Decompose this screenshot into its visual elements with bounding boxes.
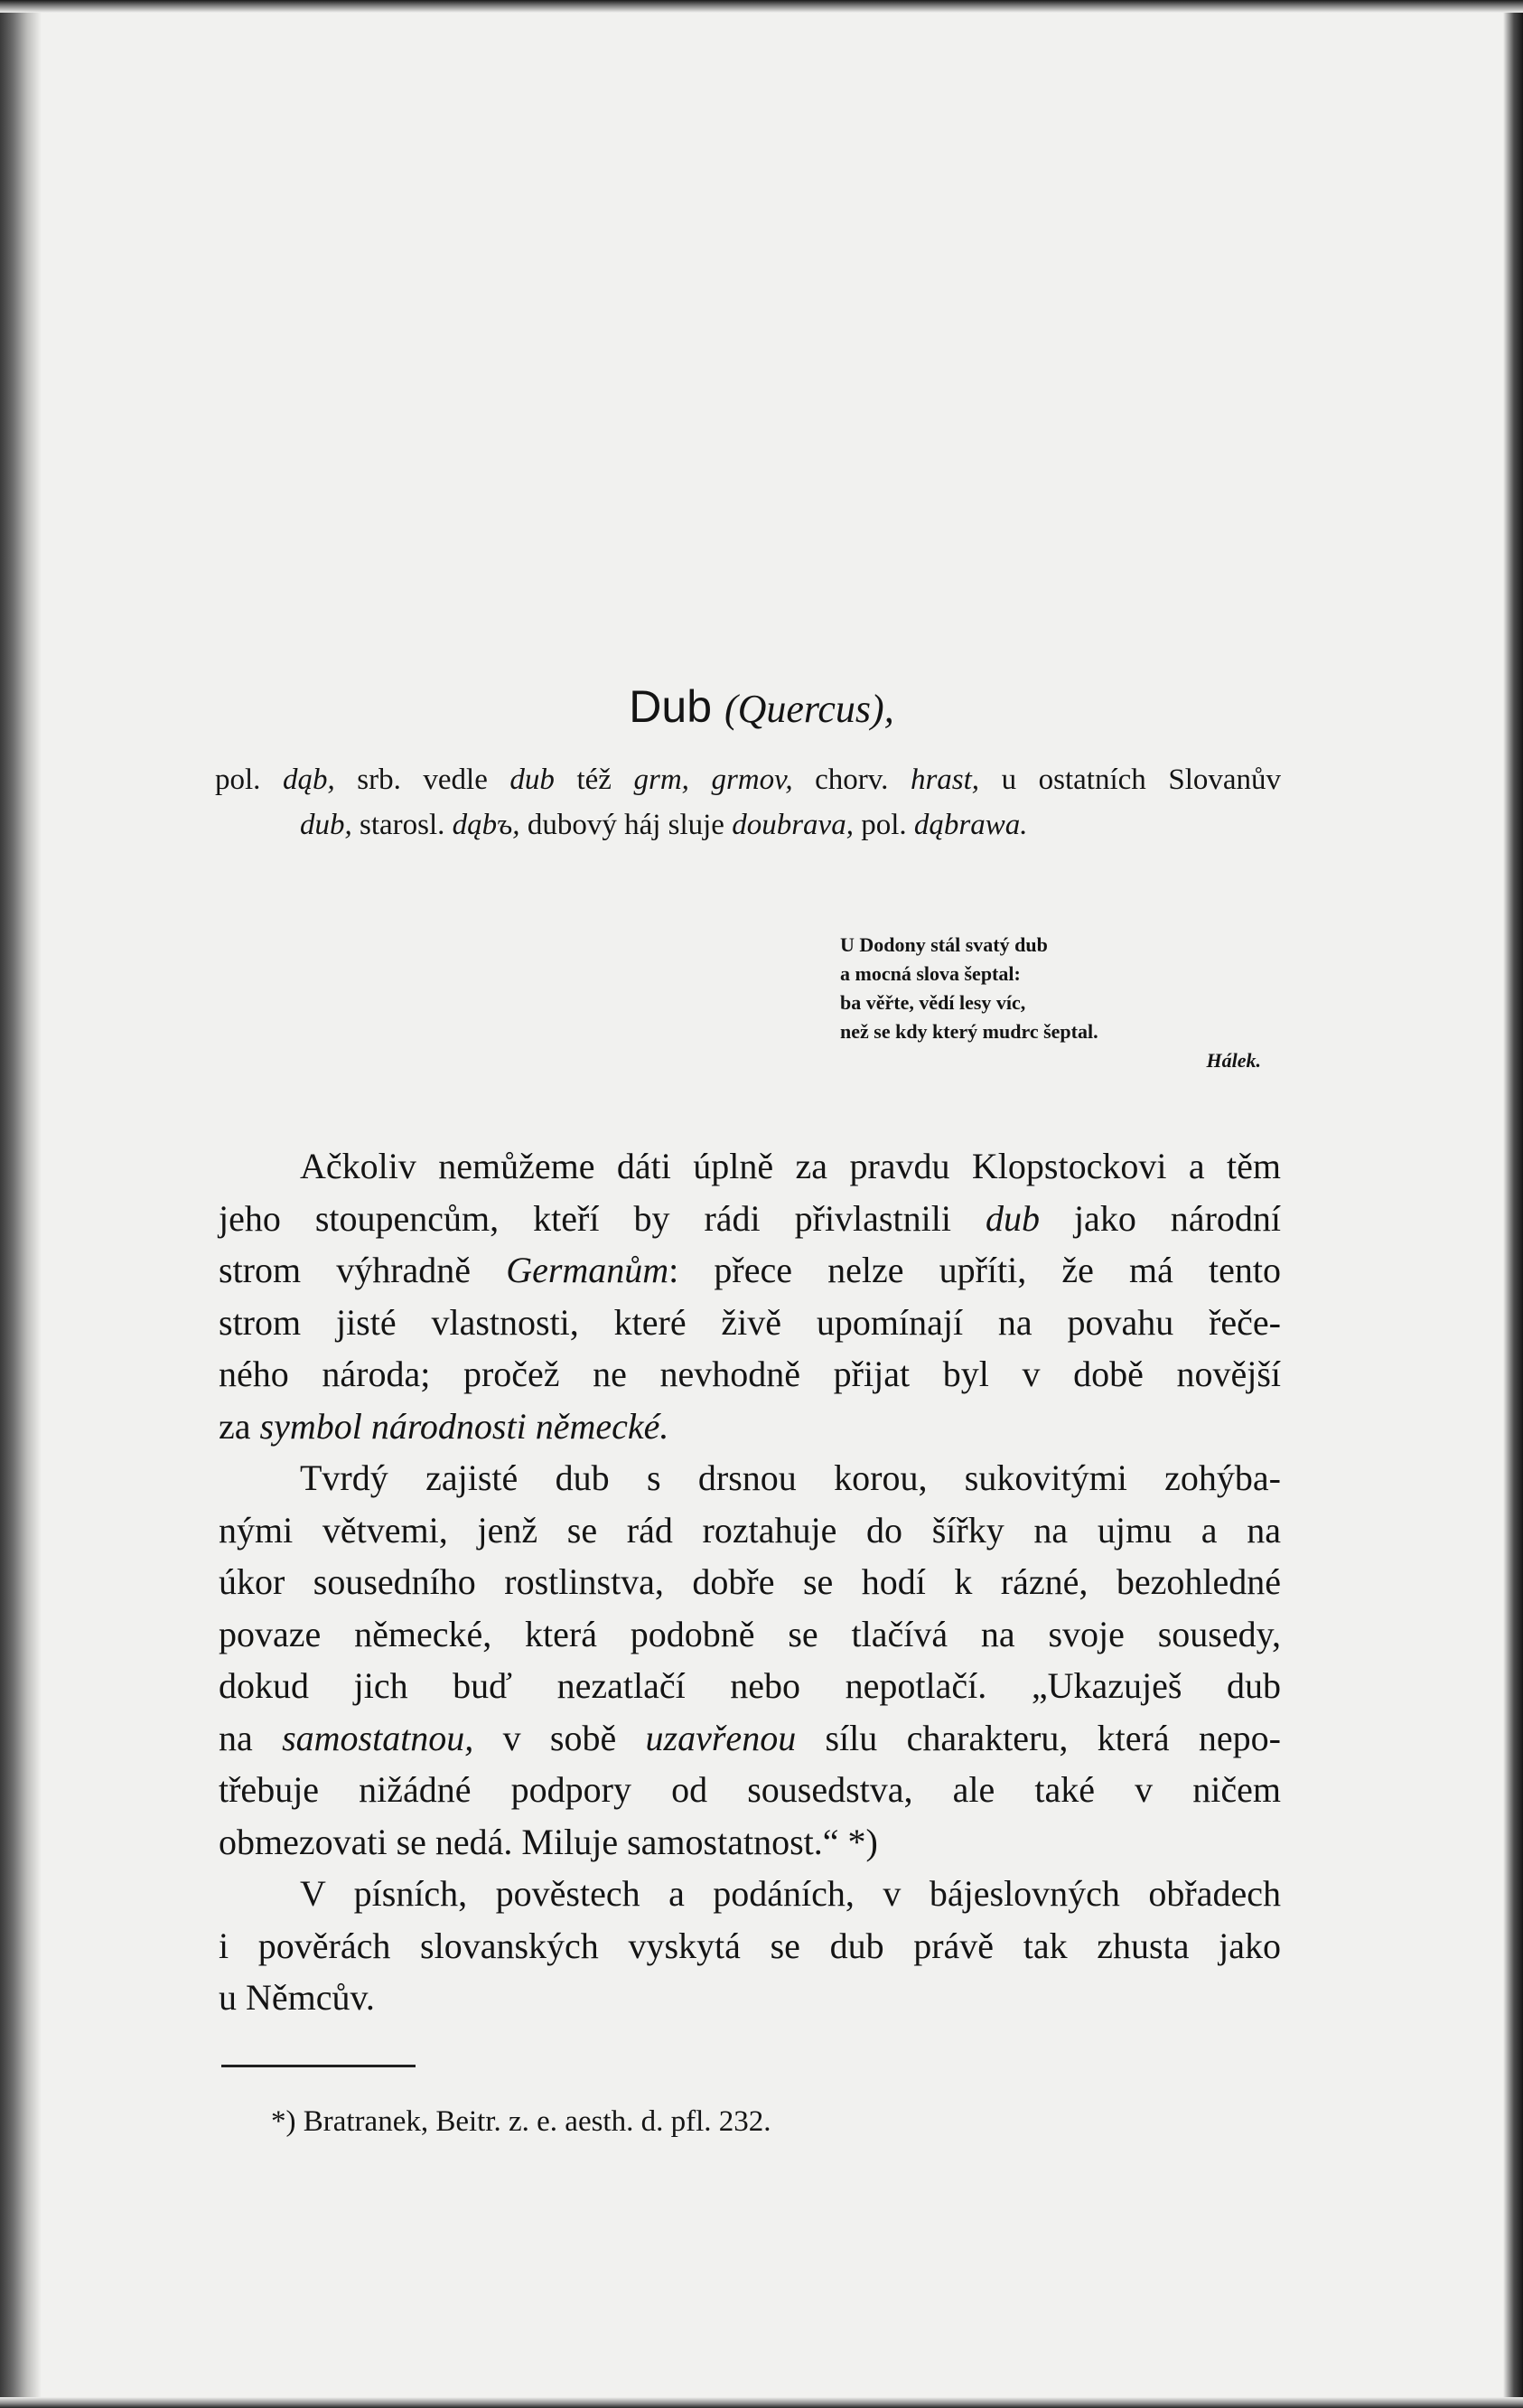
body-line [219,1401,1281,1453]
text-run: : přece nelze upříti, že má tento [668,1250,1281,1290]
italic-term: Germanům [506,1250,669,1290]
title-latin-name: (Quercus), [724,687,894,731]
text-run: nými větvemi, jenž se rád roztahuje do šířky na ujmu a na [219,1509,1281,1551]
text-run: starosl. [351,809,453,841]
body-line [219,1556,1281,1608]
epigraph-line: U Dodony stál svatý dub [840,933,1048,956]
text-run: pol. [853,809,914,841]
body-line [219,1972,1281,2024]
italic-term: dub [985,1197,1040,1239]
names-line-2 [215,802,1281,848]
body-line [219,1920,1281,1972]
footnote-rule [221,2065,416,2067]
footnote: *) Bratranek, Beitr. z. e. aesth. d. pfl. 232. [271,2105,771,2138]
italic-term: uzavřenou [645,1717,797,1758]
text-run: v sobě [473,1717,646,1758]
italic-term: hrast, [910,764,980,796]
scan-edge-top [0,0,1523,13]
slavic-names-paragraph [215,757,1281,848]
text-run: též [554,764,634,796]
epigraph [840,931,1274,1075]
epigraph-line: ba věřte, vědí lesy víc, [840,991,1026,1014]
page-title [0,673,1523,743]
italic-term: grm, grmov, [633,764,793,796]
epigraph-author: Hálek. [1206,1049,1261,1072]
text-run: dokud jich buď nezatlačí nebo nepotlačí. „Ukazuješ dub [219,1665,1281,1706]
body-line [219,1297,1281,1349]
italic-term: doubrava, [732,809,854,841]
italic-term: samostatnou, [282,1717,474,1758]
body-line [219,1193,1281,1245]
body-line [219,1348,1281,1401]
body-line [219,1504,1281,1557]
text-run: Ačkoliv nemůžeme dáti úplně za pravdu Klopstockovi a těm [300,1146,1281,1186]
italic-term: dub, [300,809,352,841]
body-line [219,1868,1281,1920]
body-line [219,1244,1281,1297]
italic-term: dąb, [282,764,335,796]
names-line-1 [215,757,1281,802]
text-run: za [219,1405,260,1447]
body-line [219,1816,1281,1869]
body-line [219,1452,1281,1504]
text-run: pol. [215,764,283,796]
body-text [219,1140,1281,2024]
text-run: dubový háj sluje [519,809,733,841]
italic-term: dąbrawa. [913,809,1028,841]
text-run: jeho stoupencům, kteří by rádi přivlastnili [219,1197,986,1239]
text-run: u ostatních Slovanův [979,764,1282,796]
title-word: Dub [629,681,713,732]
text-run: úkor sousedního rostlinstva, dobře se hodí k rázné, bezohledné [219,1561,1281,1602]
text-run: obmezovati se nedá. Miluje samostatnost.“ *) [219,1821,878,1862]
epigraph-line: a mocná slova šeptal: [840,962,1021,985]
scan-edge-left [0,0,42,2408]
text-run: chorv. [792,764,911,796]
scan-edge-bottom [0,2397,1523,2408]
body-line [219,1660,1281,1712]
text-run: na [219,1717,283,1758]
text-run: ného národa; pročež ne nevhodně přijat byl v době novější [219,1354,1281,1394]
text-run: strom jisté vlastnosti, které živě upomínají na povahu řeče- [219,1301,1281,1343]
body-line [219,1608,1281,1661]
body-line [219,1140,1281,1193]
epigraph-line: než se kdy který mudrc šeptal. [840,1020,1098,1043]
italic-term: dąbъ, [452,809,520,841]
text-run: strom výhradně [219,1250,507,1290]
text-run: povaze německé, která podobně se tlačívá na svoje sousedy, [219,1613,1281,1654]
text-run: srb. vedle [334,764,510,796]
text-run: sílu charakteru, která nepo- [796,1717,1281,1758]
scan-edge-right [1503,0,1523,2408]
text-run: Tvrdý zajisté dub s drsnou korou, sukovitými zohýba- [300,1457,1281,1498]
body-line [219,1764,1281,1816]
text-run: třebuje nižádné podpory od sousedstva, ale také v ničem [219,1769,1281,1810]
body-line [219,1712,1281,1765]
text-run: i pověrách slovanských vyskytá se dub právě tak zhusta jako [219,1925,1281,1966]
text-run: V písních, pověstech a podáních, v bájeslovných obřadech [300,1873,1281,1914]
italic-term: dub [509,764,555,796]
text-run: u Němcův. [219,1977,375,2018]
text-run: jako národní [1039,1197,1281,1239]
italic-term: symbol národnosti německé. [259,1405,669,1447]
